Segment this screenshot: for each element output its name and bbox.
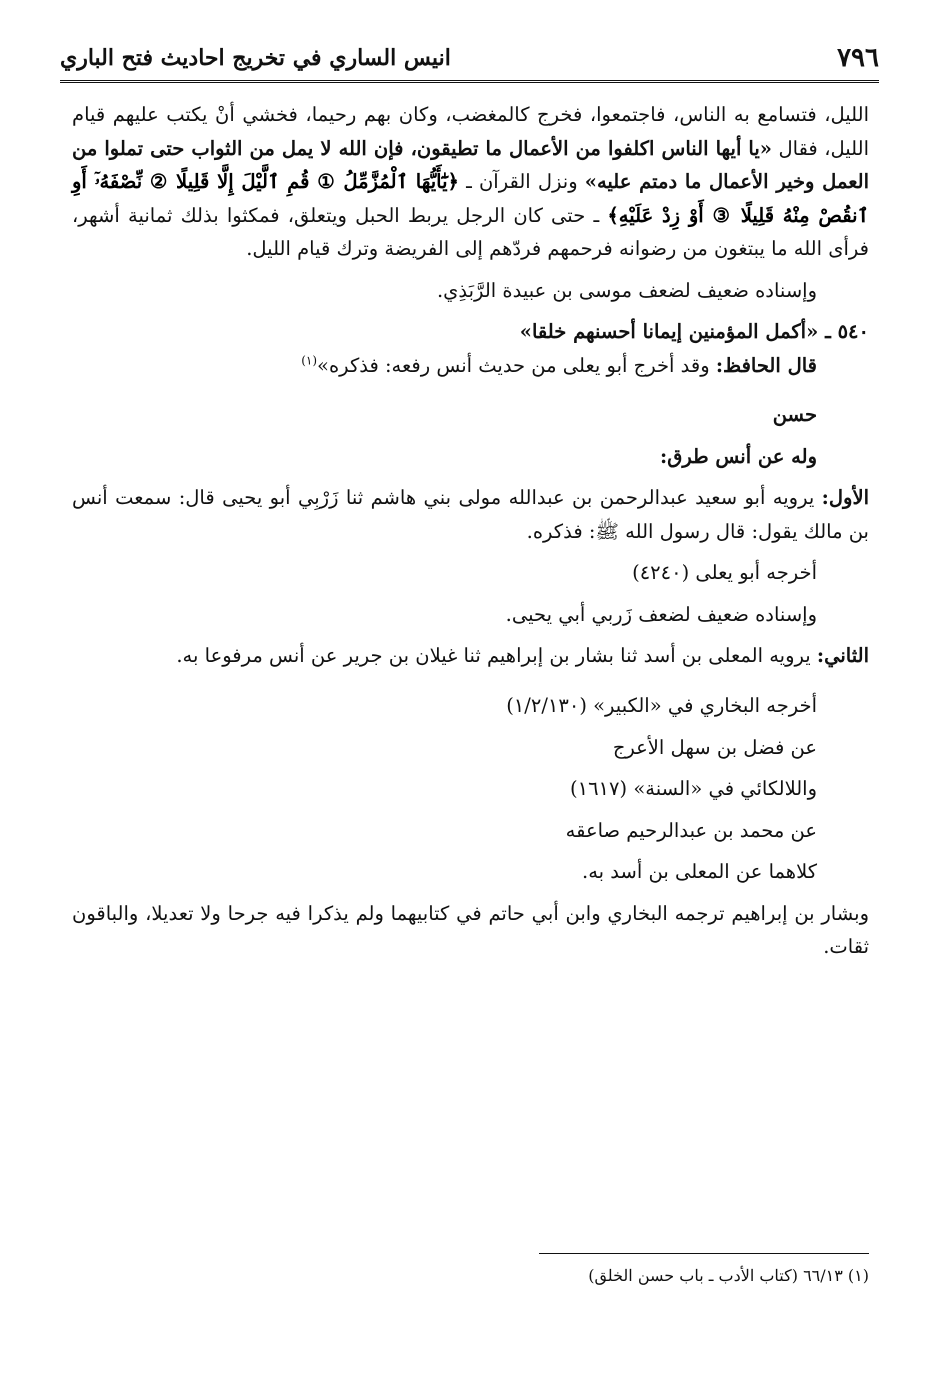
- p1-text-e: ـ حتى كان الرجل يربط الحبل ويتعلق، فمكثوا بذلك ثمانية أشهر، فرأى الله ما يبتغون من رضوانه فرحمهم فردّهم إلى الفريضة وترك قيام الليل.: [72, 203, 869, 261]
- hafiz-label: قال الحافظ:: [715, 353, 817, 377]
- kilahuma-line: كلاهما عن المعلى بن أسد به.: [582, 860, 817, 884]
- fadl-line: عن فضل بن سهل الأعرج: [612, 735, 817, 759]
- footnote: (١) ٦٦/١٣ (كتاب الأدب ـ باب حسن الخلق): [588, 1266, 869, 1285]
- quran-verse: ﴿يَٰٓأَيُّهَا ٱلْمُزَّمِّلُ ① قُمِ ٱلَّيْلَ إِلَّا قَلِيلًا ② نِّصْفَهُۥٓ أَوِ ٱنقُصْ مِنْهُ قَلِيلًا ③ أَوْ زِدْ عَلَيْهِ﴾: [72, 170, 869, 227]
- muhammad-line: عن محمد بن عبدالرحيم صاعقه: [565, 818, 817, 842]
- second-label: الثاني:: [816, 644, 869, 668]
- paragraph-continued-hadith: [72, 98, 869, 266]
- hafiz-line: [72, 349, 869, 383]
- isnad-zarbi: وإسناده ضعيف لضعف زَربي أبي يحيى.: [505, 602, 817, 626]
- page-body: [72, 98, 869, 964]
- second-route: [72, 639, 869, 673]
- bukhari-source: أخرجه البخاري في «الكبير» (١/٢/١٣٠): [506, 693, 817, 717]
- footnote-ref: (١): [301, 353, 318, 368]
- abu-yala-source: أخرجه أبو يعلى (٤٢٤٠): [632, 561, 817, 585]
- first-label: الأول:: [821, 486, 869, 510]
- page-number: ٧٩٦: [837, 43, 879, 73]
- p1-text-c: ونزل القرآن ـ: [458, 170, 585, 194]
- grade-hasan: حسن: [772, 403, 817, 427]
- isnad-musa: وإسناده ضعيف لضعف موسى بن عبيدة الرَّبَذِي.: [436, 278, 817, 302]
- lalakai-source: واللالكائي في «السنة» (١٦١٧): [570, 777, 817, 801]
- prophet-quote: «يا أيها الناس اكلفوا من الأعمال ما تطيقون، فإن الله لا يمل من الثواب حتى تملوا من العمل وخير الأعمال ما دمتم عليه»: [72, 136, 869, 194]
- second-text: يرويه المعلى بن أسد ثنا بشار بن إبراهيم ثنا غيلان بن جرير عن أنس مرفوعا به.: [176, 644, 817, 668]
- hafiz-text: وقد أخرج أبو يعلى من حديث أنس رفعه: فذكره»: [317, 353, 716, 377]
- bashshar-paragraph: وبشار بن إبراهيم ترجمه البخاري وابن أبي حاتم في كتابيهما ولم يذكرا فيه جرحا ولا تعديلا، والباقون ثقات.: [72, 901, 869, 959]
- first-route: [72, 481, 869, 548]
- page-header: [60, 36, 879, 83]
- p1-text-a: الليل، فتسامع به الناس، فاجتمعوا، فخرج كالمغضب، وكان بهم رحيما، فخشي أنْ يكتب عليهم قيام الليل، فقال: [72, 103, 869, 160]
- first-text: يرويه أبو سعيد عبدالرحمن بن عبدالله مولى بني هاشم ثنا زَرْبِي أبو يحيى قال: سمعت أنس بن مالك يقول: قال رسول الله ﷺ: فذكره.: [72, 486, 869, 543]
- footnote-separator: [539, 1253, 869, 1254]
- running-title: انيس الساري في تخريج احاديث فتح الباري: [60, 45, 451, 71]
- hadith-heading: ٥٤٠ ـ «أكمل المؤمنين إيمانا أحسنهم خلقا»: [519, 320, 869, 344]
- turuq-heading: وله عن أنس طرق:: [660, 444, 817, 468]
